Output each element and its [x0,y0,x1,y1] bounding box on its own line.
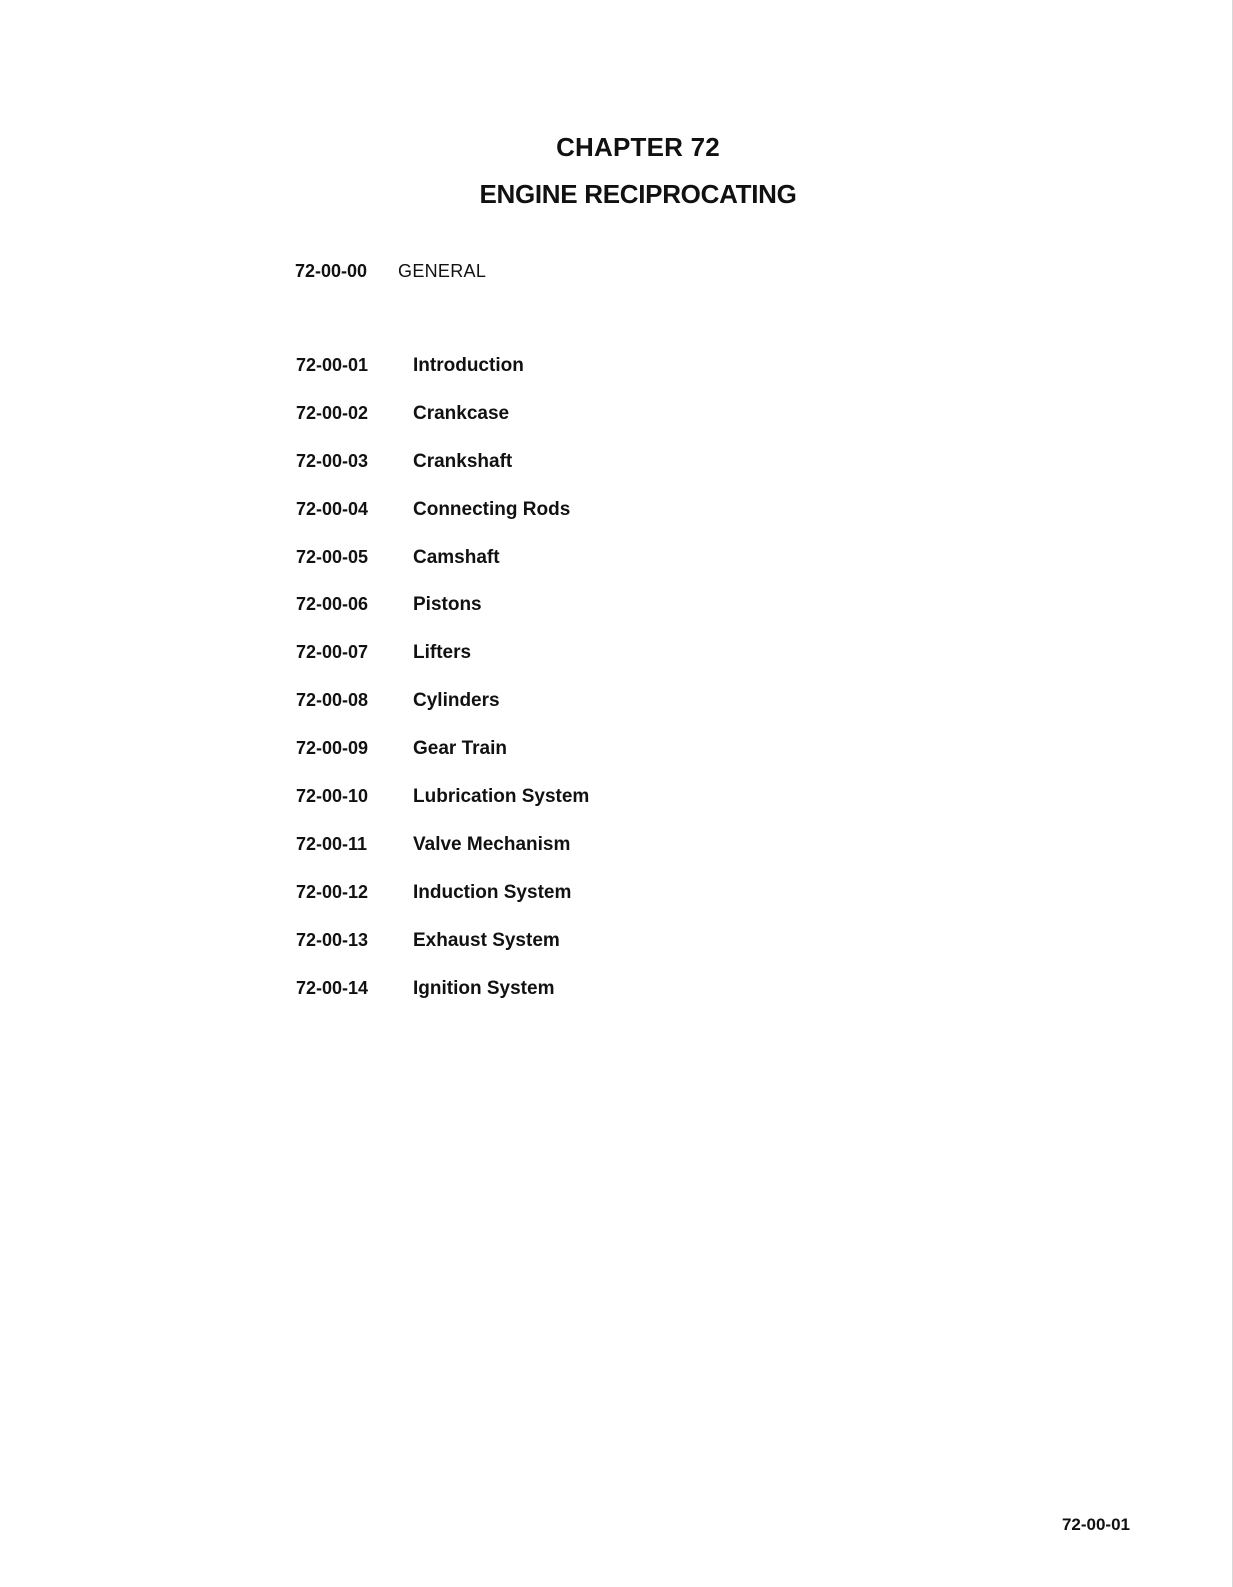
section-row [296,642,796,690]
section-title: Lifters [413,642,472,664]
section-code: 72-00-13 [296,929,369,950]
section-code: 72-00-06 [296,594,369,615]
section-title: Ignition System [413,977,555,999]
section-code: 72-00-01 [296,355,369,375]
section-code: 72-00-05 [296,546,369,567]
section-row [296,403,796,451]
section-title: Induction System [413,881,572,903]
section-title: Pistons [413,594,482,616]
section-row [296,738,796,786]
section-title: Connecting Rods [413,498,571,520]
section-title: Lubrication System [413,786,590,808]
section-row [296,594,796,642]
footer-page-code: 72-00-01 [1061,1515,1130,1534]
section-code: 72-00-07 [296,642,369,663]
section-row [296,786,796,834]
section-list [296,355,796,1025]
general-section-row [295,261,486,282]
section-code: 72-00-11 [296,833,368,854]
section-row [296,882,796,930]
section-code: 72-00-09 [296,738,369,759]
section-title: Exhaust System [413,929,560,951]
section-row [296,499,796,547]
section-code: 72-00-02 [296,402,369,423]
section-title: Crankcase [413,402,510,424]
section-row [296,690,796,738]
section-row [296,834,796,882]
section-row [296,451,796,499]
section-row [296,547,796,595]
section-title: Cylinders [413,690,500,712]
general-section-code: 72-00-00 [295,261,368,281]
section-title: Crankshaft [413,450,513,472]
section-row [296,978,796,1026]
section-title: Camshaft [413,546,500,568]
section-code: 72-00-04 [296,498,369,519]
section-row [296,355,796,403]
section-code: 72-00-14 [296,977,369,998]
section-code: 72-00-03 [296,450,369,471]
section-row [296,930,796,978]
section-code: 72-00-12 [296,881,369,902]
chapter-name-heading: ENGINE RECIPROCATING [479,179,797,209]
section-code: 72-00-10 [296,786,369,807]
section-title: Valve Mechanism [413,833,571,855]
section-title: Gear Train [413,738,507,760]
section-code: 72-00-08 [296,690,369,711]
section-title: Introduction [413,355,524,376]
general-section-label: GENERAL [398,261,487,281]
chapter-number-heading: CHAPTER 72 [556,132,720,162]
